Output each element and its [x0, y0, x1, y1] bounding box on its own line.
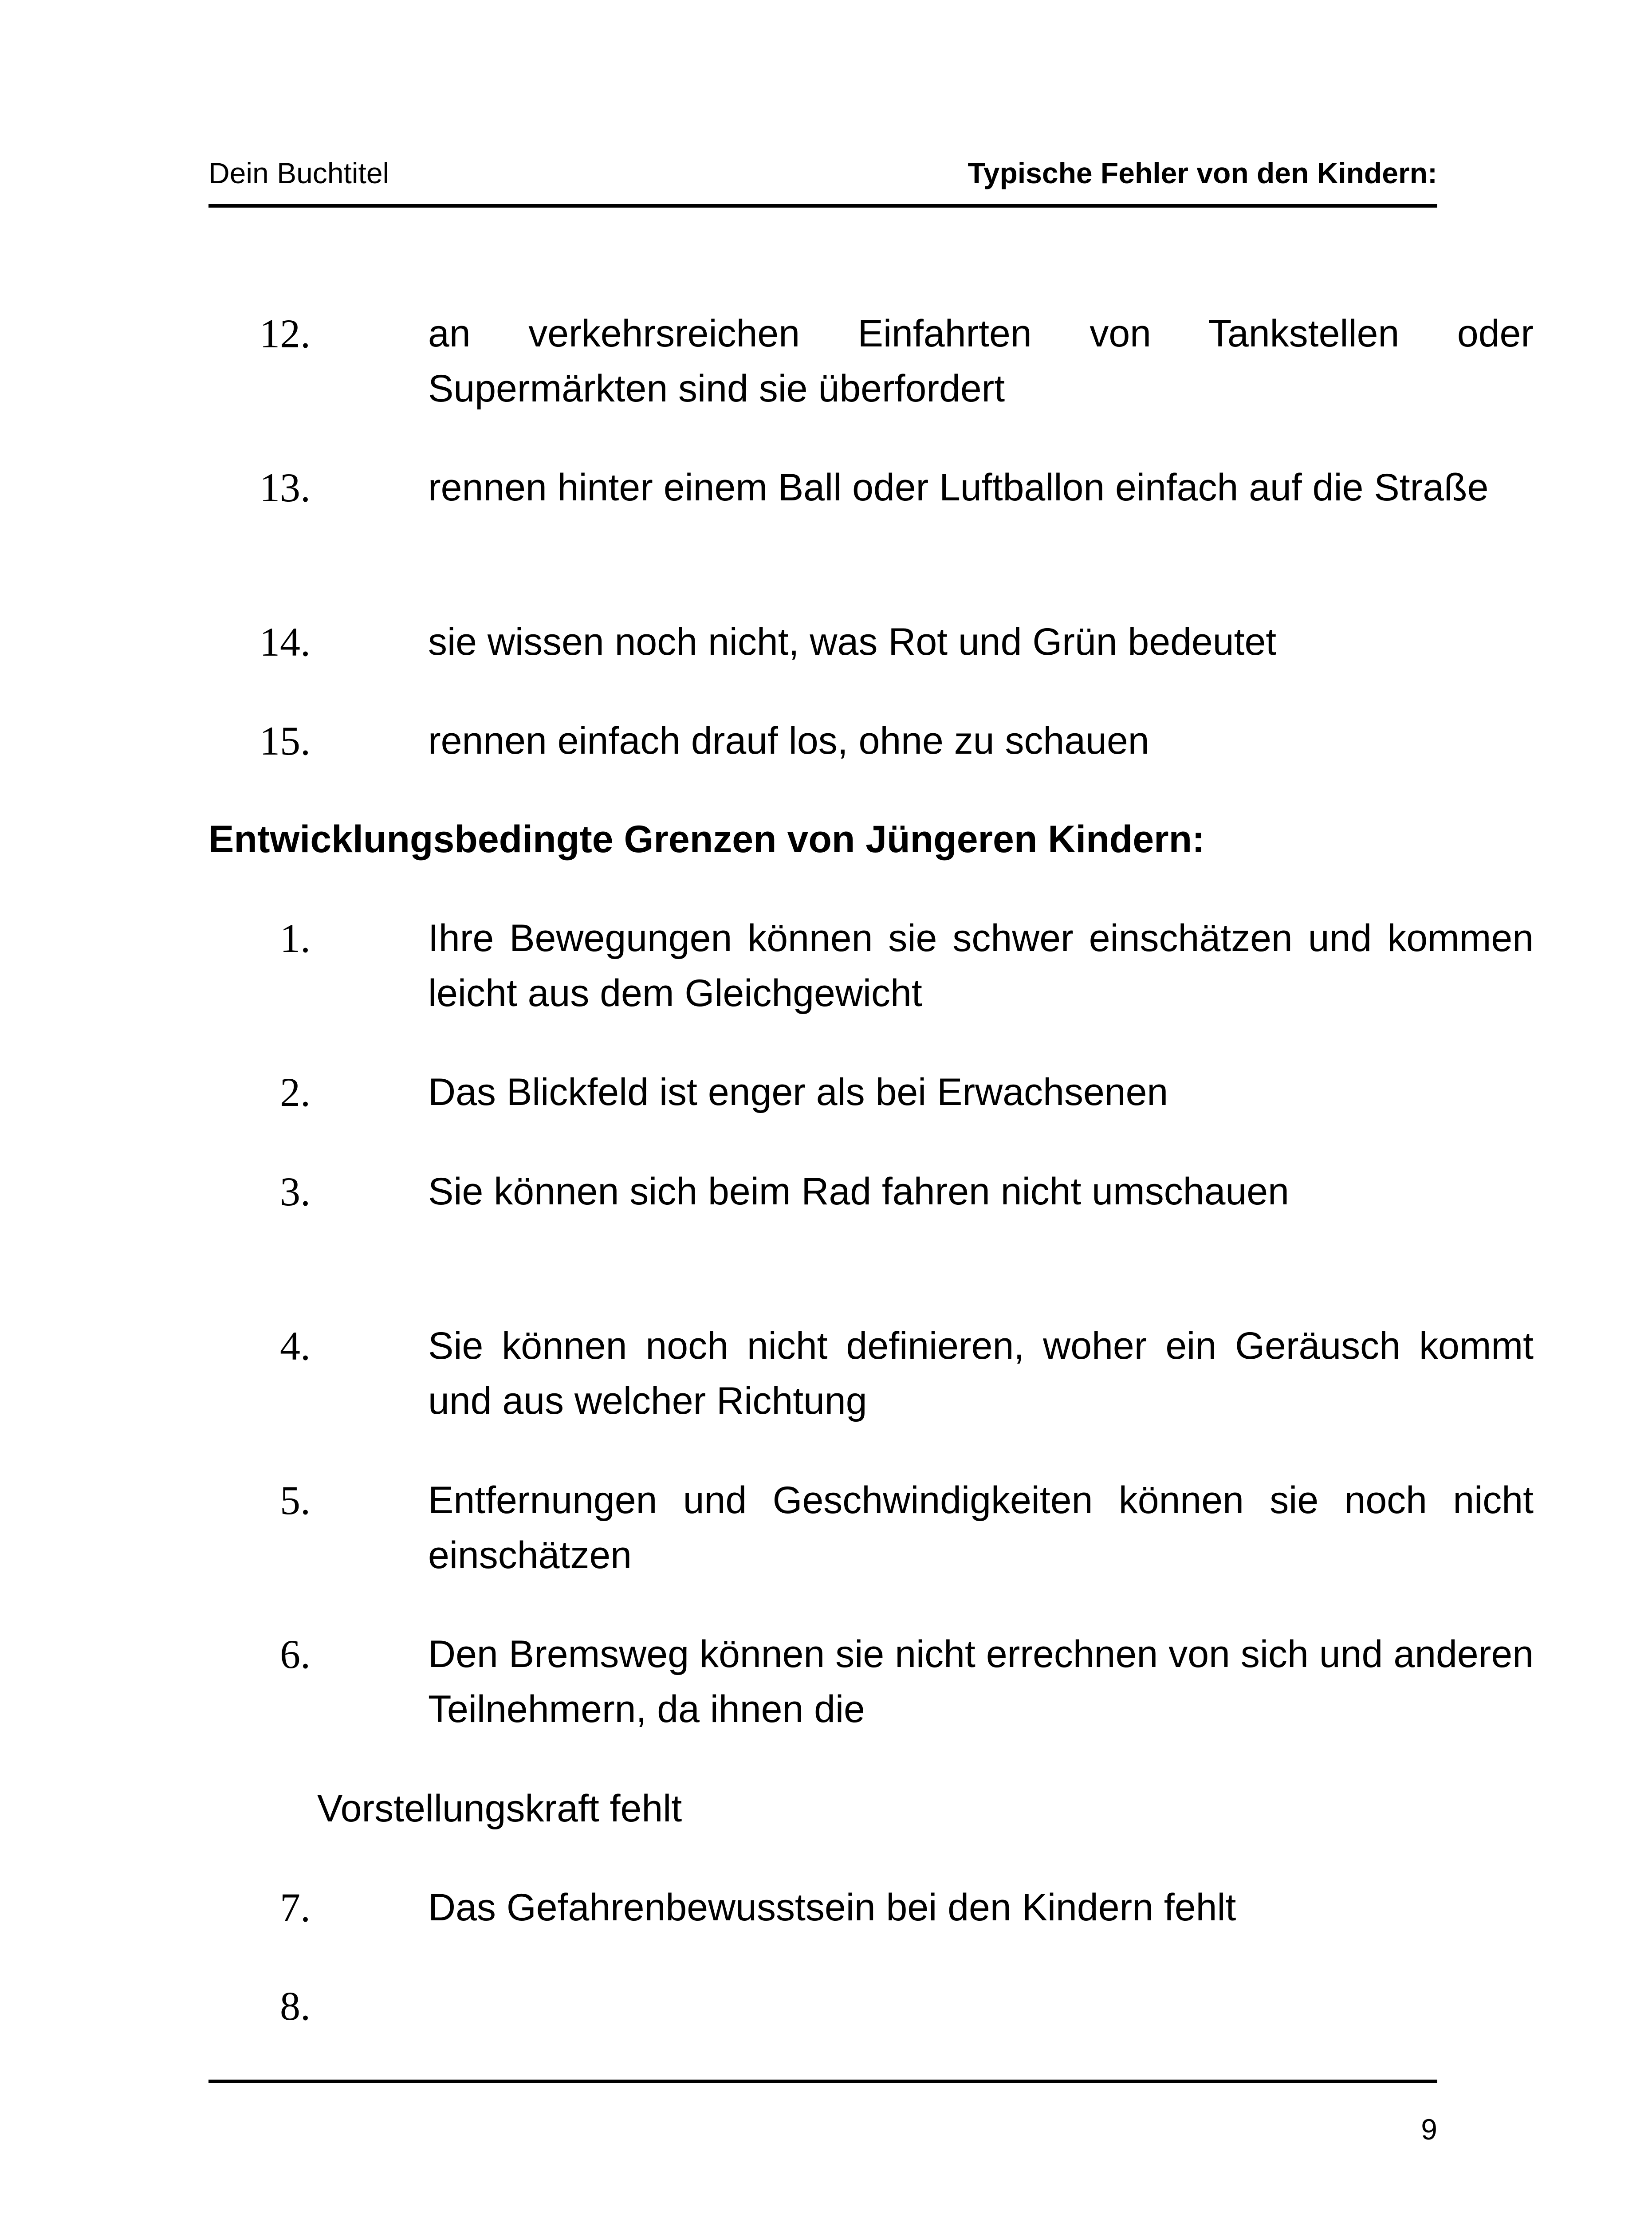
- page-header: [208, 155, 1437, 208]
- list-item-number: 13.: [260, 465, 311, 510]
- list-item-text: Sie können noch nicht definieren, woher ein Geräusch kommt und aus welcher Richtung: [428, 1325, 1534, 1422]
- list-item-text: sie wissen noch nicht, was Rot und Grün bedeutet: [428, 621, 1277, 663]
- list-item-number: 4.: [280, 1323, 311, 1369]
- list-item-text: Entfernungen und Geschwindigkeiten können sie noch nicht einschätzen: [428, 1479, 1534, 1577]
- list-item-number: 14.: [260, 619, 311, 665]
- list-item-number: 1.: [280, 916, 311, 961]
- list-item-text: Das Gefahrenbewusstsein bei den Kindern fehlt: [428, 1886, 1236, 1929]
- list-item-number: 8.: [280, 1983, 311, 2029]
- list-item-number: 12.: [260, 311, 311, 356]
- list-item-text: Sie können sich beim Rad fahren nicht umschauen: [428, 1170, 1289, 1213]
- list-item-number: 5.: [280, 1478, 311, 1523]
- list-item-number: 2.: [280, 1070, 311, 1115]
- list-item-number: 3.: [280, 1169, 311, 1214]
- list-item-text: rennen hinter einem Ball oder Luftballon einfach auf die Straße: [428, 466, 1489, 509]
- list-item-text: Den Bremsweg können sie nicht errechnen von sich und anderen Teilnehmern, da ihnen die: [428, 1633, 1534, 1730]
- list-item-number: 15.: [260, 718, 311, 763]
- continuation-text: Vorstellungskraft fehlt: [317, 1787, 682, 1830]
- list-item-number: 6.: [280, 1632, 311, 1677]
- page-number: 9: [1421, 2113, 1437, 2146]
- list-item-text: Das Blickfeld ist enger als bei Erwachsenen: [428, 1071, 1168, 1113]
- list-item-text: Ihre Bewegungen können sie schwer einschätzen und kommen leicht aus dem Gleichgewicht: [428, 917, 1534, 1015]
- list-item-text: an verkehrsreichen Einfahrten von Tankstellen oder Supermärkten sind sie überfordert: [428, 312, 1534, 410]
- section-heading: Entwicklungsbedingte Grenzen von Jüngeren Kindern:: [208, 818, 1205, 861]
- list-item-number: 7.: [280, 1885, 311, 1930]
- book-title: Dein Buchtitel: [208, 157, 389, 189]
- chapter-title: Typische Fehler von den Kindern:: [968, 157, 1437, 189]
- list-item-text: rennen einfach drauf los, ohne zu schauen: [428, 720, 1149, 762]
- footer-divider: [208, 2080, 1437, 2083]
